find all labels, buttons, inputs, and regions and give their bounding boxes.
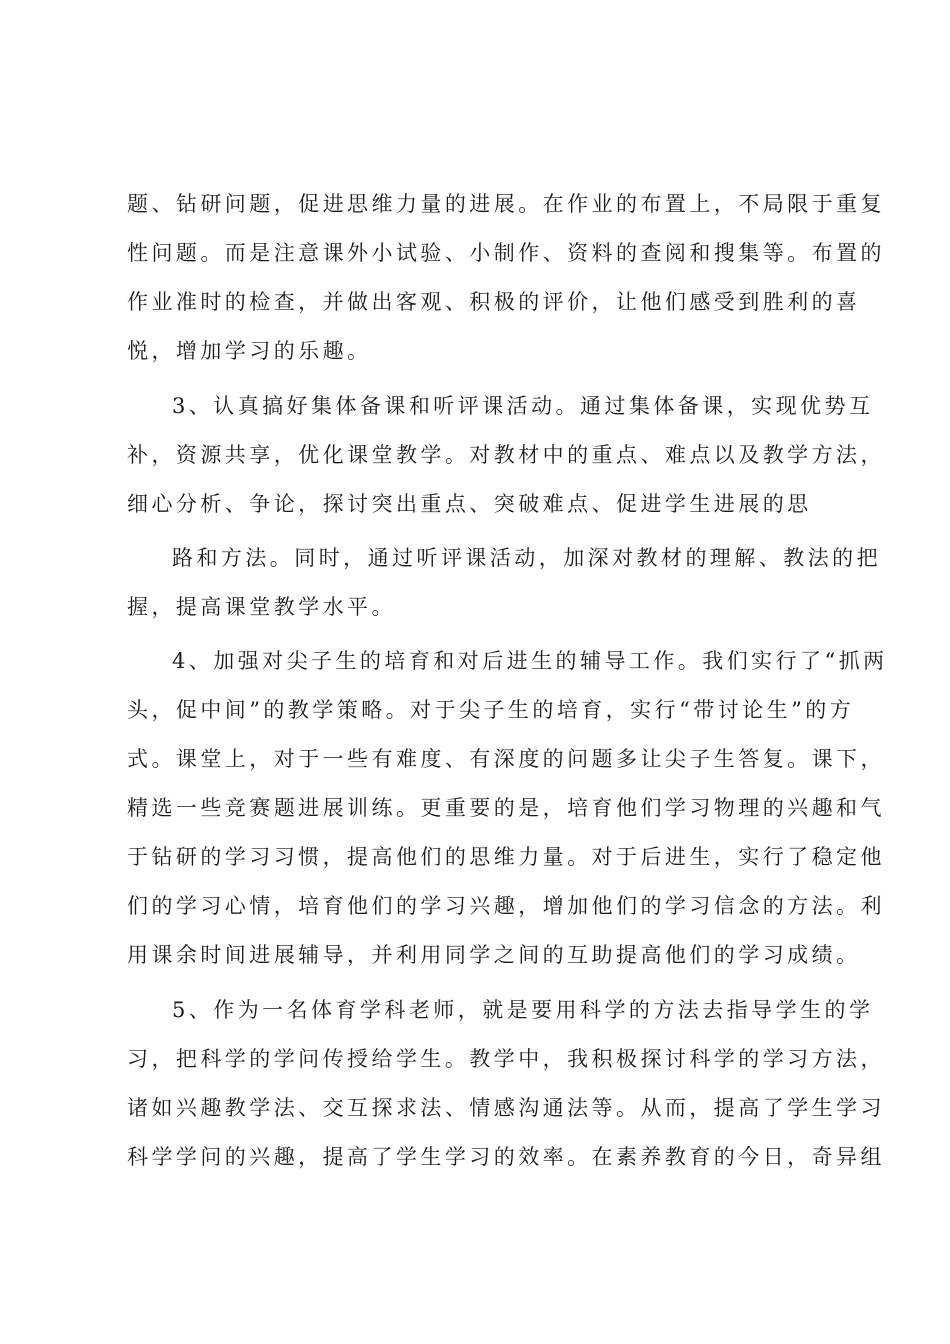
text-line: 性问题。而是注意课外小试验、小制作、资料的查阅和搜集等。布置的 xyxy=(127,241,885,265)
text-line: 细心分析、争论，探讨突出重点、突破难点、促进学生进展的思 xyxy=(127,492,812,516)
text-line: 精选一些竞赛题进展训练。更重要的是，培育他们学习物理的兴趣和气 xyxy=(127,796,885,820)
paragraph-5-start: 5、作为一名体育学科老师，就是要用科学的方法去指导学生的学 xyxy=(172,998,874,1022)
text-line: 科学学问的兴趣，提高了学生学习的效率。在素养教育的今日，奇异组 xyxy=(127,1145,885,1169)
text-line-indented: 路和方法。同时，通过听评课活动，加深对教材的理解、教法的把 xyxy=(172,546,882,570)
text-line: 习，把科学的学问传授给学生。教学中，我积极探讨科学的学习方法， xyxy=(127,1047,885,1071)
text-line: 式。课堂上，对于一些有难度、有深度的问题多让尖子生答复。课下， xyxy=(127,747,885,771)
text-line: 用课余时间进展辅导，并利用同学之间的互助提高他们的学习成绩。 xyxy=(127,943,861,967)
text-line: 诸如兴趣教学法、交互探求法、情感沟通法等。从而，提高了学生学习 xyxy=(127,1096,885,1120)
text-line: 于钻研的学习习惯，提高他们的思维力量。对于后进生，实行了稳定他 xyxy=(127,845,885,869)
text-line: 补，资源共享，优化课堂教学。对教材中的重点、难点以及教学方法， xyxy=(127,443,885,467)
text-line: 悦，增加学习的乐趣。 xyxy=(127,339,372,363)
text-line: 们的学习心情，培育他们的学习兴趣，增加他们的学习信念的方法。利 xyxy=(127,894,885,918)
paragraph-3-start: 3、认真搞好集体备课和听评课活动。通过集体备课，实现优势互 xyxy=(172,394,874,418)
paragraph-4-start: 4、加强对尖子生的培育和对后进生的辅导工作。我们实行了“抓两 xyxy=(172,649,888,673)
text-line: 握，提高课堂教学水平。 xyxy=(127,595,396,619)
text-line: 题、钻研问题，促进思维力量的进展。在作业的布置上，不局限于重复 xyxy=(127,192,885,216)
text-line: 头，促中间”的教学策略。对于尖子生的培育，实行“带讨论生”的方 xyxy=(127,698,855,722)
text-line: 作业准时的检查，并做出客观、积极的评价，让他们感受到胜利的喜 xyxy=(127,290,861,314)
